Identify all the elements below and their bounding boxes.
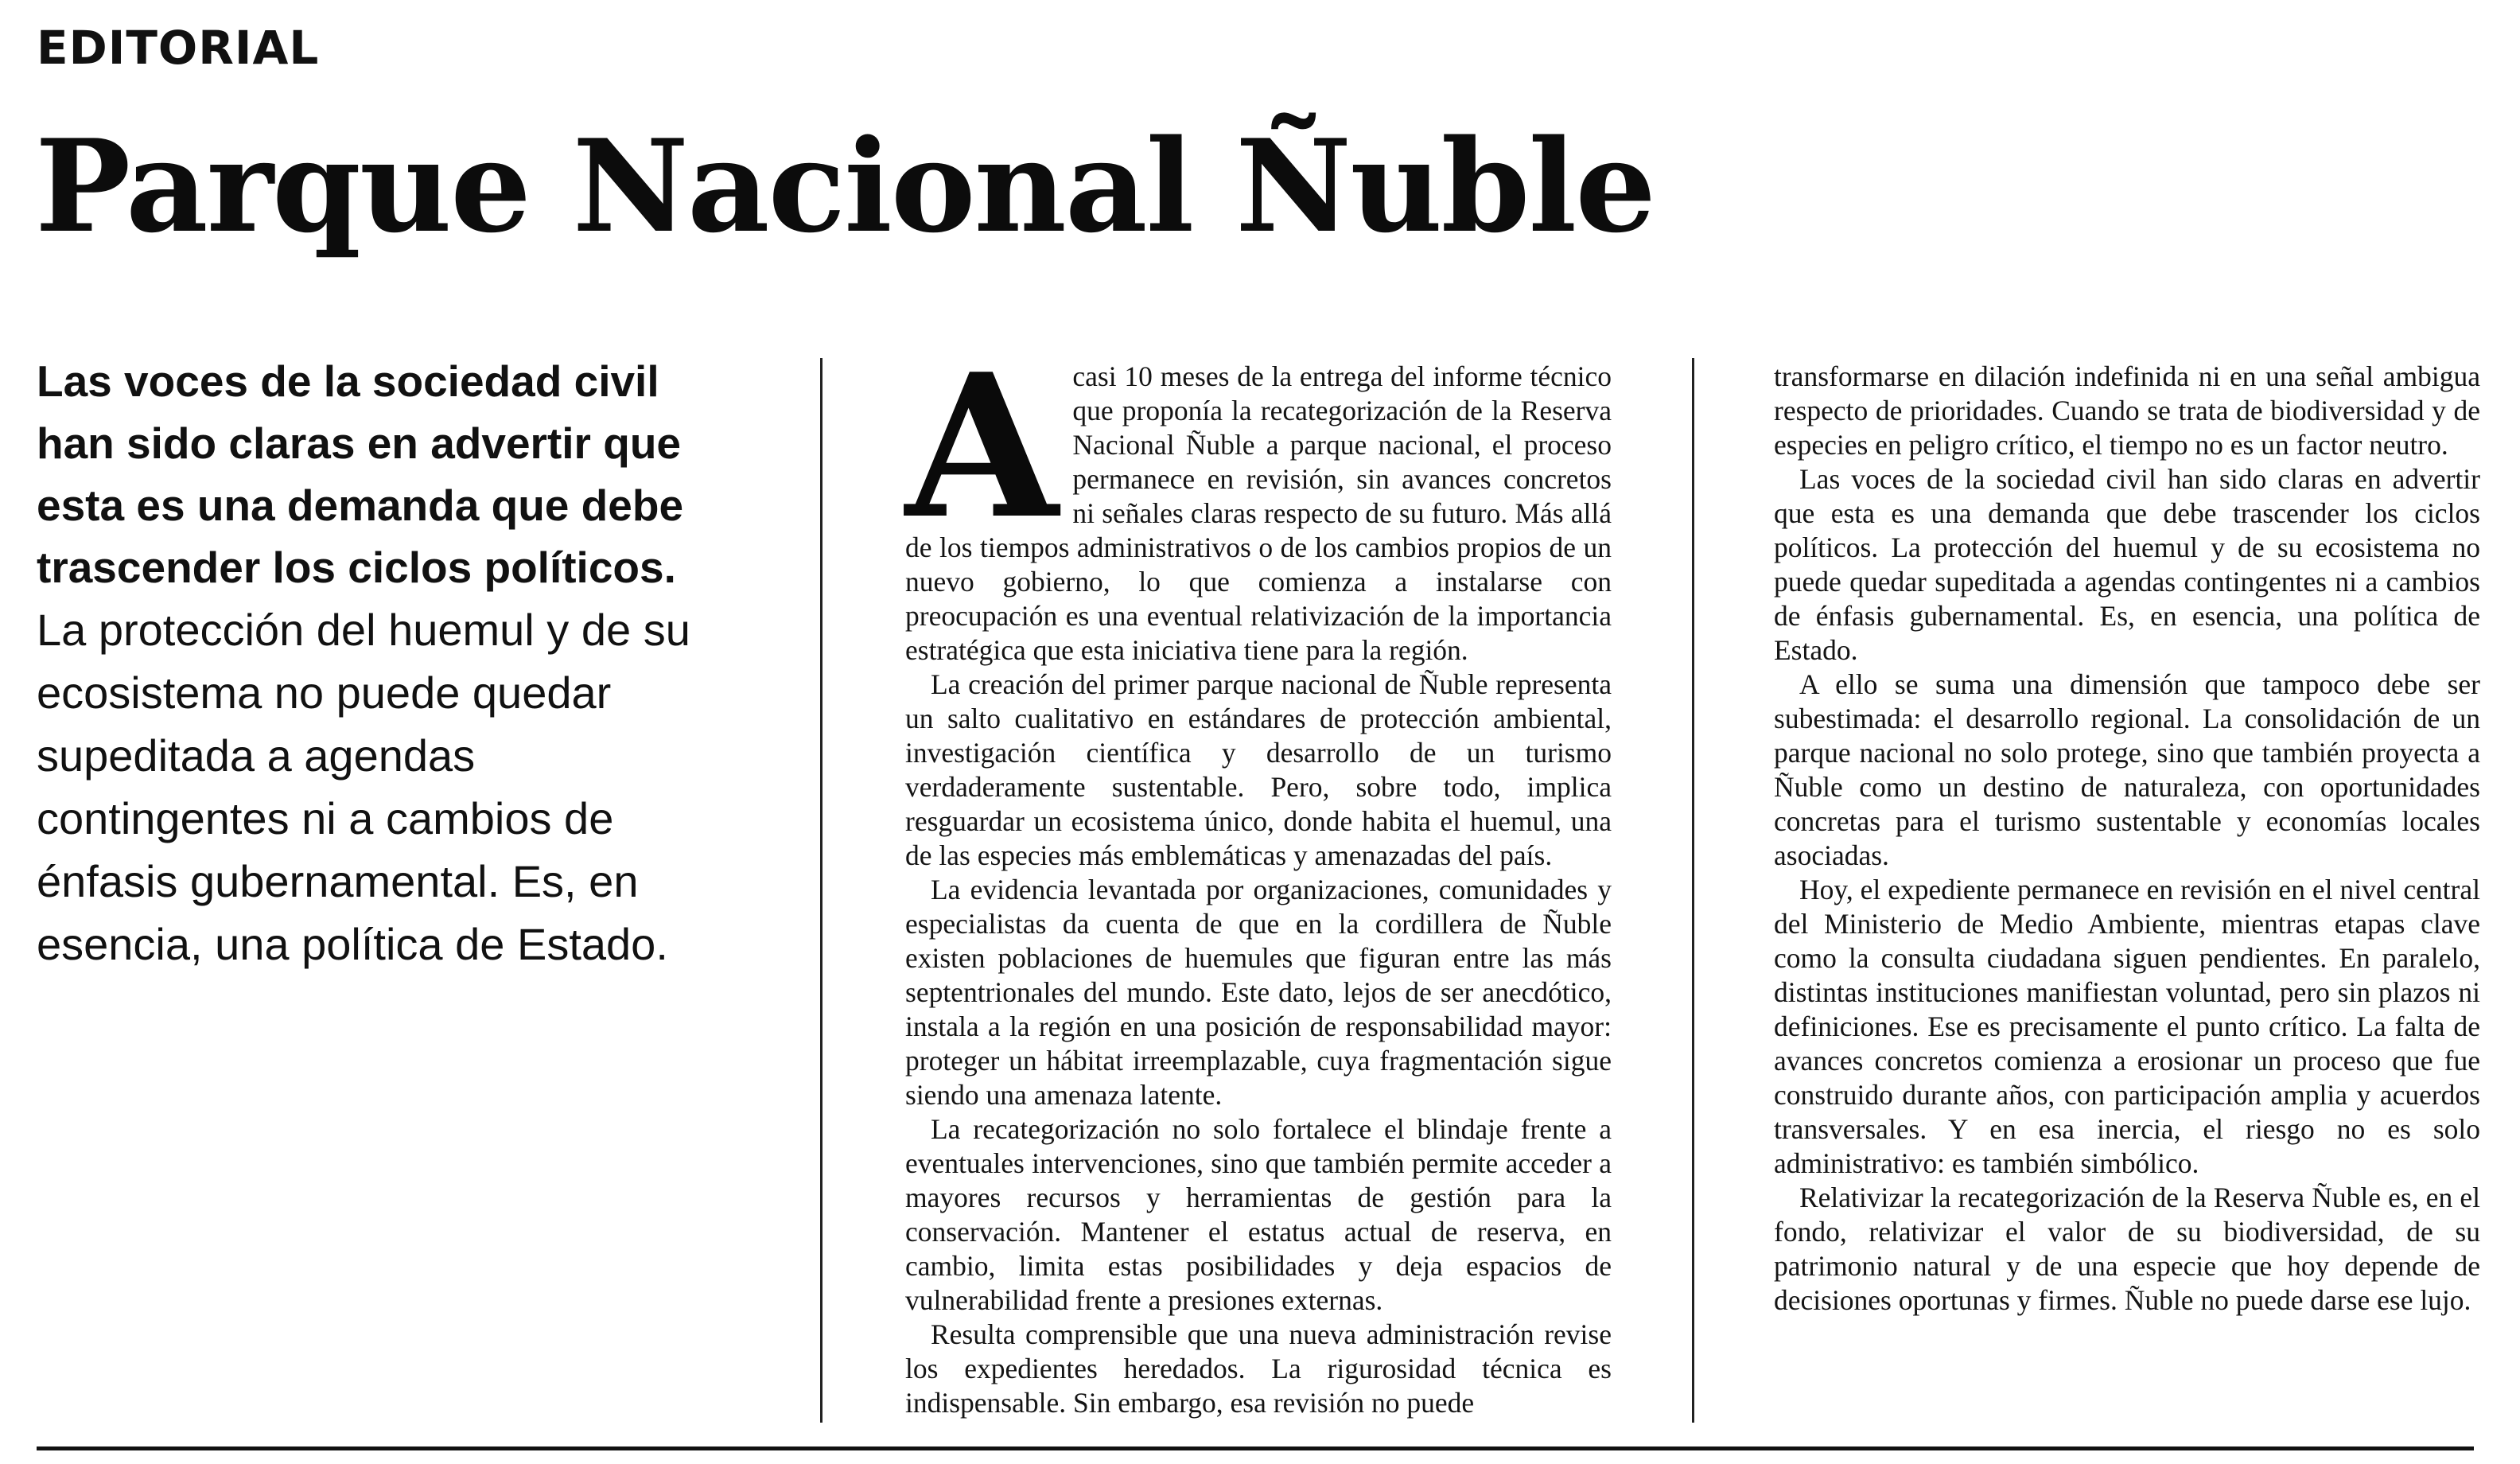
column-rule-right [1692, 358, 1694, 1423]
paragraph: La recategorización no solo fortalece el blindaje frente a eventuales intervenciones, sino que también permite acceder a mayores recursos y herramientas de gestión para la conservación. Mantener el estatus actual de reserva, en cambio, limita estas posibilidades y deja espacios de vulnerabilidad frente a presiones externas. [905, 1113, 1612, 1316]
lead-block [37, 350, 721, 975]
paragraph: Resulta comprensible que una nueva administración revise los expedientes heredados. La rigurosidad técnica es indispensable. Sin embargo, esa revisión no puede [905, 1318, 1612, 1419]
paragraph: Relativizar la recategorización de la Reserva Ñuble es, en el fondo, relativizar el valor de su biodiversidad, de su patrimonio natural y de una especie que hoy depende de decisiones oportunas y firmes. Ñuble no puede darse ese lujo. [1774, 1182, 2480, 1316]
bottom-rule [37, 1446, 2474, 1450]
paragraph: La creación del primer parque nacional de Ñuble representa un salto cualitativo en estándares de protección ambiental, investigación científica y desarrollo de un turismo verdaderamente sustentable. Pero, sobre todo, implica resguardar un ecosistema único, donde habita el huemul, una de las especies más emblemáticas y amenazadas del país. [905, 668, 1612, 871]
lead-bold: Las voces de la sociedad civil han sido claras en advertir que esta es una demanda que debe trascender los ciclos políticos. [37, 356, 684, 592]
paragraph: casi 10 meses de la entrega del informe técnico que proponía la recategorización de la Reserva Nacional Ñuble a parque nacional, el proceso permanece en revisión, sin avances concretos ni señales claras respecto de su futuro. Más allá de los tiempos administrativos o de los cambios propios de un nuevo gobierno, lo que comienza a instalarse con preocupación es una eventual relativización de la importancia estratégica que esta iniciativa tiene para la región. [905, 360, 1612, 666]
article-column-2 [1774, 360, 2480, 1318]
paragraph: transformarse en dilación indefinida ni en una señal ambigua respecto de prioridades. Cuando se trata de biodiversidad y de especies en peligro crítico, el tiempo no es un factor neutro. [1774, 360, 2480, 461]
paragraph: A ello se suma una dimensión que tampoco debe ser subestimada: el desarrollo regional. La consolidación de un parque nacional no solo protege, sino que también proyecta a Ñuble como un destino de naturaleza, con oportunidades concretas para el turismo sustentable y economías locales asociadas. [1774, 668, 2480, 871]
article-column-1 [905, 331, 1612, 1420]
headline: Parque Nacional Ñuble [35, 111, 1655, 261]
section-label: EDITORIAL [37, 21, 320, 75]
column-rule-left [820, 358, 822, 1423]
drop-cap: A [905, 331, 1059, 563]
lead-normal: La protección del huemul y de su ecosistema no puede quedar supeditada a agendas contingentes ni a cambios de énfasis gubernamental. Es, en esencia, una política de Estado. [37, 605, 690, 969]
paragraph: La evidencia levantada por organizaciones, comunidades y especialistas da cuenta de que en la cordillera de Ñuble existen poblaciones de huemules que figuran entre las más septentrionales del mundo. Este dato, lejos de ser anecdótico, instala a la región en una posición de responsabilidad mayor: proteger un hábitat irreemplazable, cuya fragmentación sigue siendo una amenaza latente. [905, 874, 1612, 1111]
paragraph: Las voces de la sociedad civil han sido claras en advertir que esta es una demanda que debe trascender los ciclos políticos. La protección del huemul y de su ecosistema no puede quedar supeditada a agendas contingentes ni a cambios de énfasis gubernamental. Es, en esencia, una política de Estado. [1774, 463, 2480, 666]
paragraph: Hoy, el expediente permanece en revisión en el nivel central del Ministerio de Medio Ambiente, mientras etapas clave como la consulta ciudadana siguen pendientes. En paralelo, distintas instituciones manifiestan voluntad, pero sin plazos ni definiciones. Ese es precisamente el punto crítico. La falta de avances concretos comienza a erosionar un proceso que fue construido durante años, con participación amplia y acuerdos transversales. Y en esa inercia, el riesgo no es solo administrativo: es también simbólico. [1774, 874, 2480, 1179]
